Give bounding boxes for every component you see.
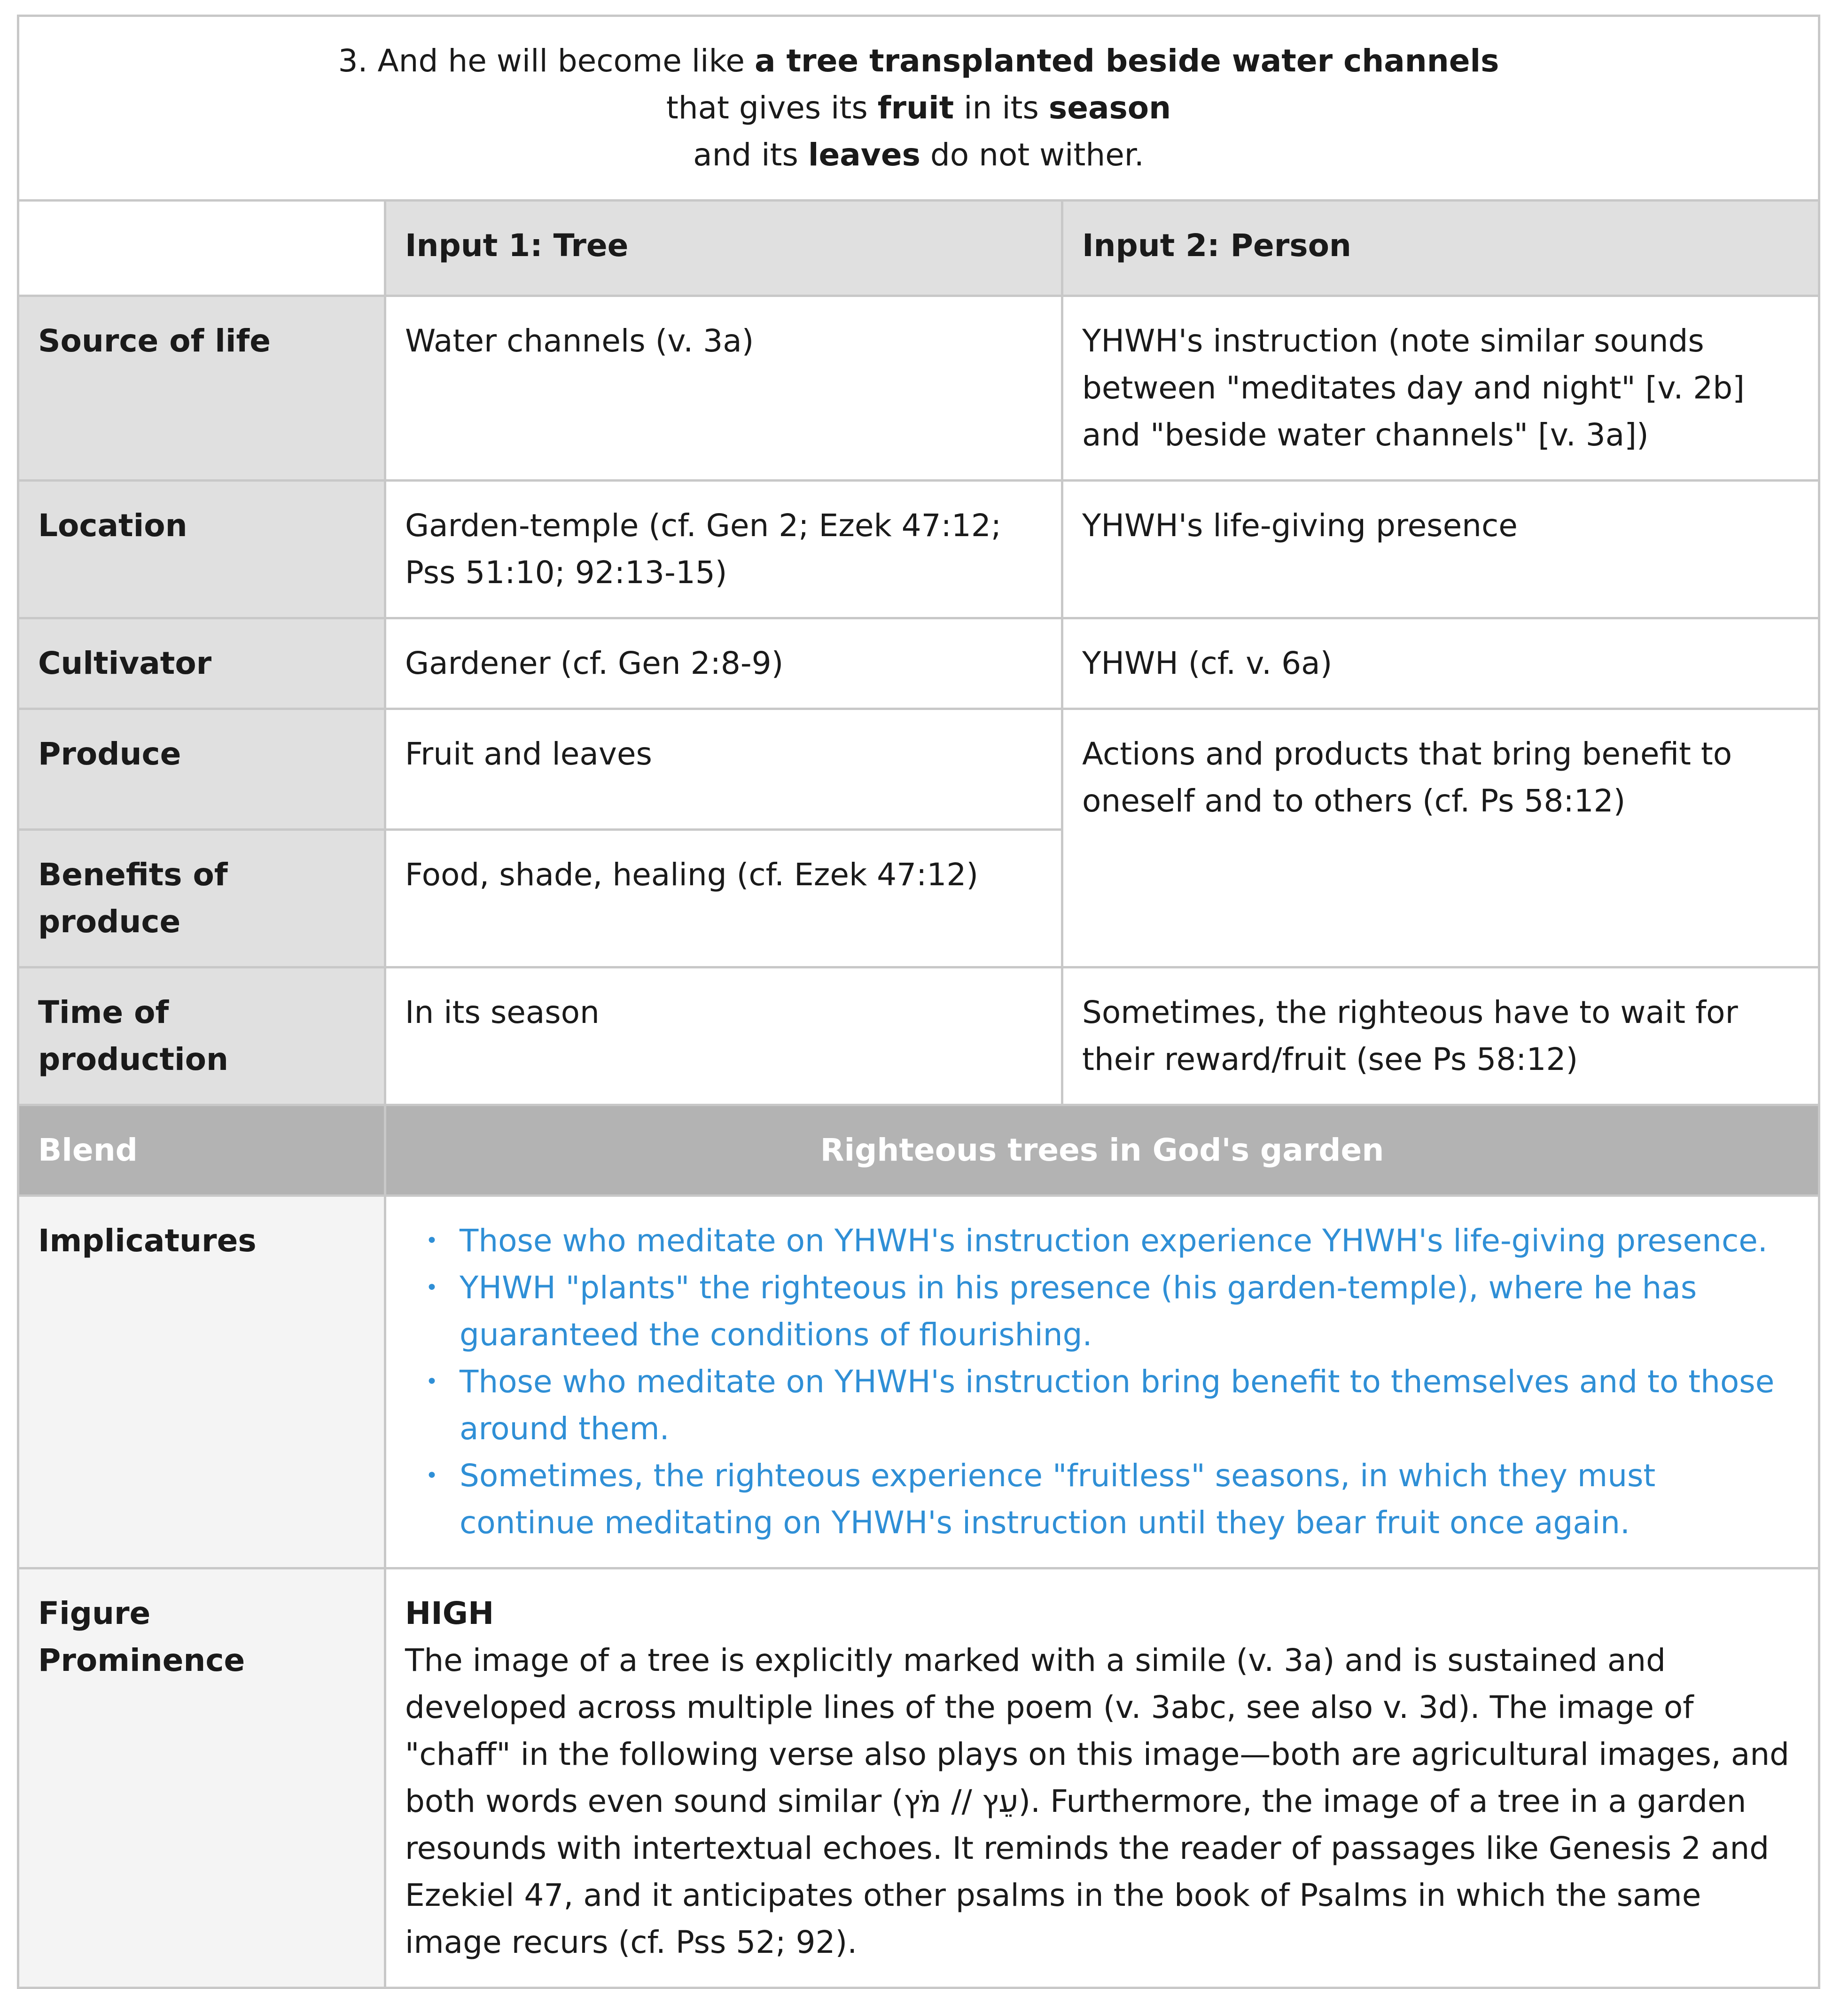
implicatures-cell: [385, 1196, 1819, 1568]
implicature-text: Those who meditate on YHWH's instruction bring benefit to themselves and to those around them.: [460, 1364, 1775, 1447]
blend-title: Righteous trees in God's garden: [385, 1105, 1819, 1196]
row-label: Source of life: [18, 296, 385, 481]
header-row: [18, 201, 1819, 296]
tree-cell: In its season: [385, 967, 1062, 1105]
row-produce: [18, 709, 1819, 830]
implicatures-row: [18, 1196, 1819, 1568]
prominence-cell: [385, 1568, 1819, 1988]
verse-number: 3.: [338, 43, 368, 79]
tree-cell: Water channels (v. 3a): [385, 296, 1062, 481]
person-cell-produce: Actions and products that bring benefit to oneself and to others (cf. Ps 58:12): [1062, 709, 1819, 967]
prominence-label: Figure Prominence: [18, 1568, 385, 1988]
person-cell: Sometimes, the righteous have to wait for their reward/fruit (see Ps 58:12): [1062, 967, 1819, 1105]
verse-word-leaves: leaves: [808, 137, 920, 173]
row-time-of-production: [18, 967, 1819, 1105]
figure-analysis-table: [17, 15, 1820, 1989]
verse-word-season: season: [1048, 90, 1171, 126]
implicature-text: YHWH "plants" the righteous in his presence (his garden-temple), where he has guaranteed the conditions of flourishing.: [460, 1270, 1697, 1353]
tree-cell: Food, shade, healing (cf. Ezek 47:12): [385, 830, 1062, 967]
verse-row: [18, 16, 1819, 201]
implicature-text: Sometimes, the righteous experience "fruitless" seasons, in which they must continue meditating on YHWH's instruction until they bear fruit once again.: [460, 1458, 1656, 1541]
prominence-row: [18, 1568, 1819, 1988]
row-label: Produce: [18, 709, 385, 830]
row-label: Time of production: [18, 967, 385, 1105]
bullet-icon: •: [426, 1464, 438, 1488]
prominence-level: HIGH: [405, 1595, 494, 1631]
person-cell: YHWH's instruction (note similar sounds between "meditates day and night" [v. 2b] and "beside water channels" [v. 3a]): [1062, 296, 1819, 481]
verse-line2-text: that gives its: [666, 90, 878, 126]
bullet-icon: •: [426, 1276, 438, 1300]
blend-row: [18, 1105, 1819, 1196]
tree-cell: Garden-temple (cf. Gen 2; Ezek 47:12; Pss 51:10; 92:13-15): [385, 481, 1062, 618]
prominence-text: The image of a tree is explicitly marked with a simile (v. 3a) and is sustained and developed across multiple lines of the poem (v. 3abc, see also v. 3d). The image of "chaff" in the following verse also plays on this image—both are agricultural images, and both words even sound similar (עֵץ // מֹץ). Furthermore, the image of a tree in a garden resounds with intertextual echoes. It reminds the reader of passages like Genesis 2 and Ezekiel 47, and it anticipates other psalms in the book of Psalms in which the same image recurs (cf. Pss 52; 92).: [405, 1642, 1790, 1960]
verse-line2-mid: in its: [954, 90, 1049, 126]
row-label: Location: [18, 481, 385, 618]
implicature-text: Those who meditate on YHWH's instruction experience YHWH's life-giving presence.: [460, 1223, 1768, 1259]
header-blank-cell: [18, 201, 385, 296]
implicatures-label: Implicatures: [18, 1196, 385, 1568]
list-item: [426, 1217, 1799, 1264]
tree-cell: Gardener (cf. Gen 2:8-9): [385, 618, 1062, 709]
person-cell: YHWH (cf. v. 6a): [1062, 618, 1819, 709]
verse-line3-end: do not wither.: [920, 137, 1144, 173]
blend-label: Blend: [18, 1105, 385, 1196]
row-label: Cultivator: [18, 618, 385, 709]
list-item: [426, 1452, 1799, 1546]
row-label: Benefits of produce: [18, 830, 385, 967]
verse-text: [18, 16, 1819, 201]
list-item: [426, 1264, 1799, 1358]
row-location: [18, 481, 1819, 618]
implicatures-list: [405, 1217, 1799, 1546]
header-input-tree: Input 1: Tree: [385, 201, 1062, 296]
list-item: [426, 1358, 1799, 1452]
header-input-person: Input 2: Person: [1062, 201, 1819, 296]
bullet-icon: •: [426, 1370, 438, 1394]
row-cultivator: [18, 618, 1819, 709]
row-source-of-life: [18, 296, 1819, 481]
tree-cell: Fruit and leaves: [385, 709, 1062, 830]
verse-line1-bold: a tree transplanted beside water channels: [754, 43, 1499, 79]
verse-line3-text: and its: [693, 137, 808, 173]
person-cell: YHWH's life-giving presence: [1062, 481, 1819, 618]
figure-analysis-table-wrapper: [17, 15, 1818, 1989]
bullet-icon: •: [426, 1229, 438, 1253]
verse-word-fruit: fruit: [877, 90, 954, 126]
verse-line1-text: And he will become like: [377, 43, 755, 79]
